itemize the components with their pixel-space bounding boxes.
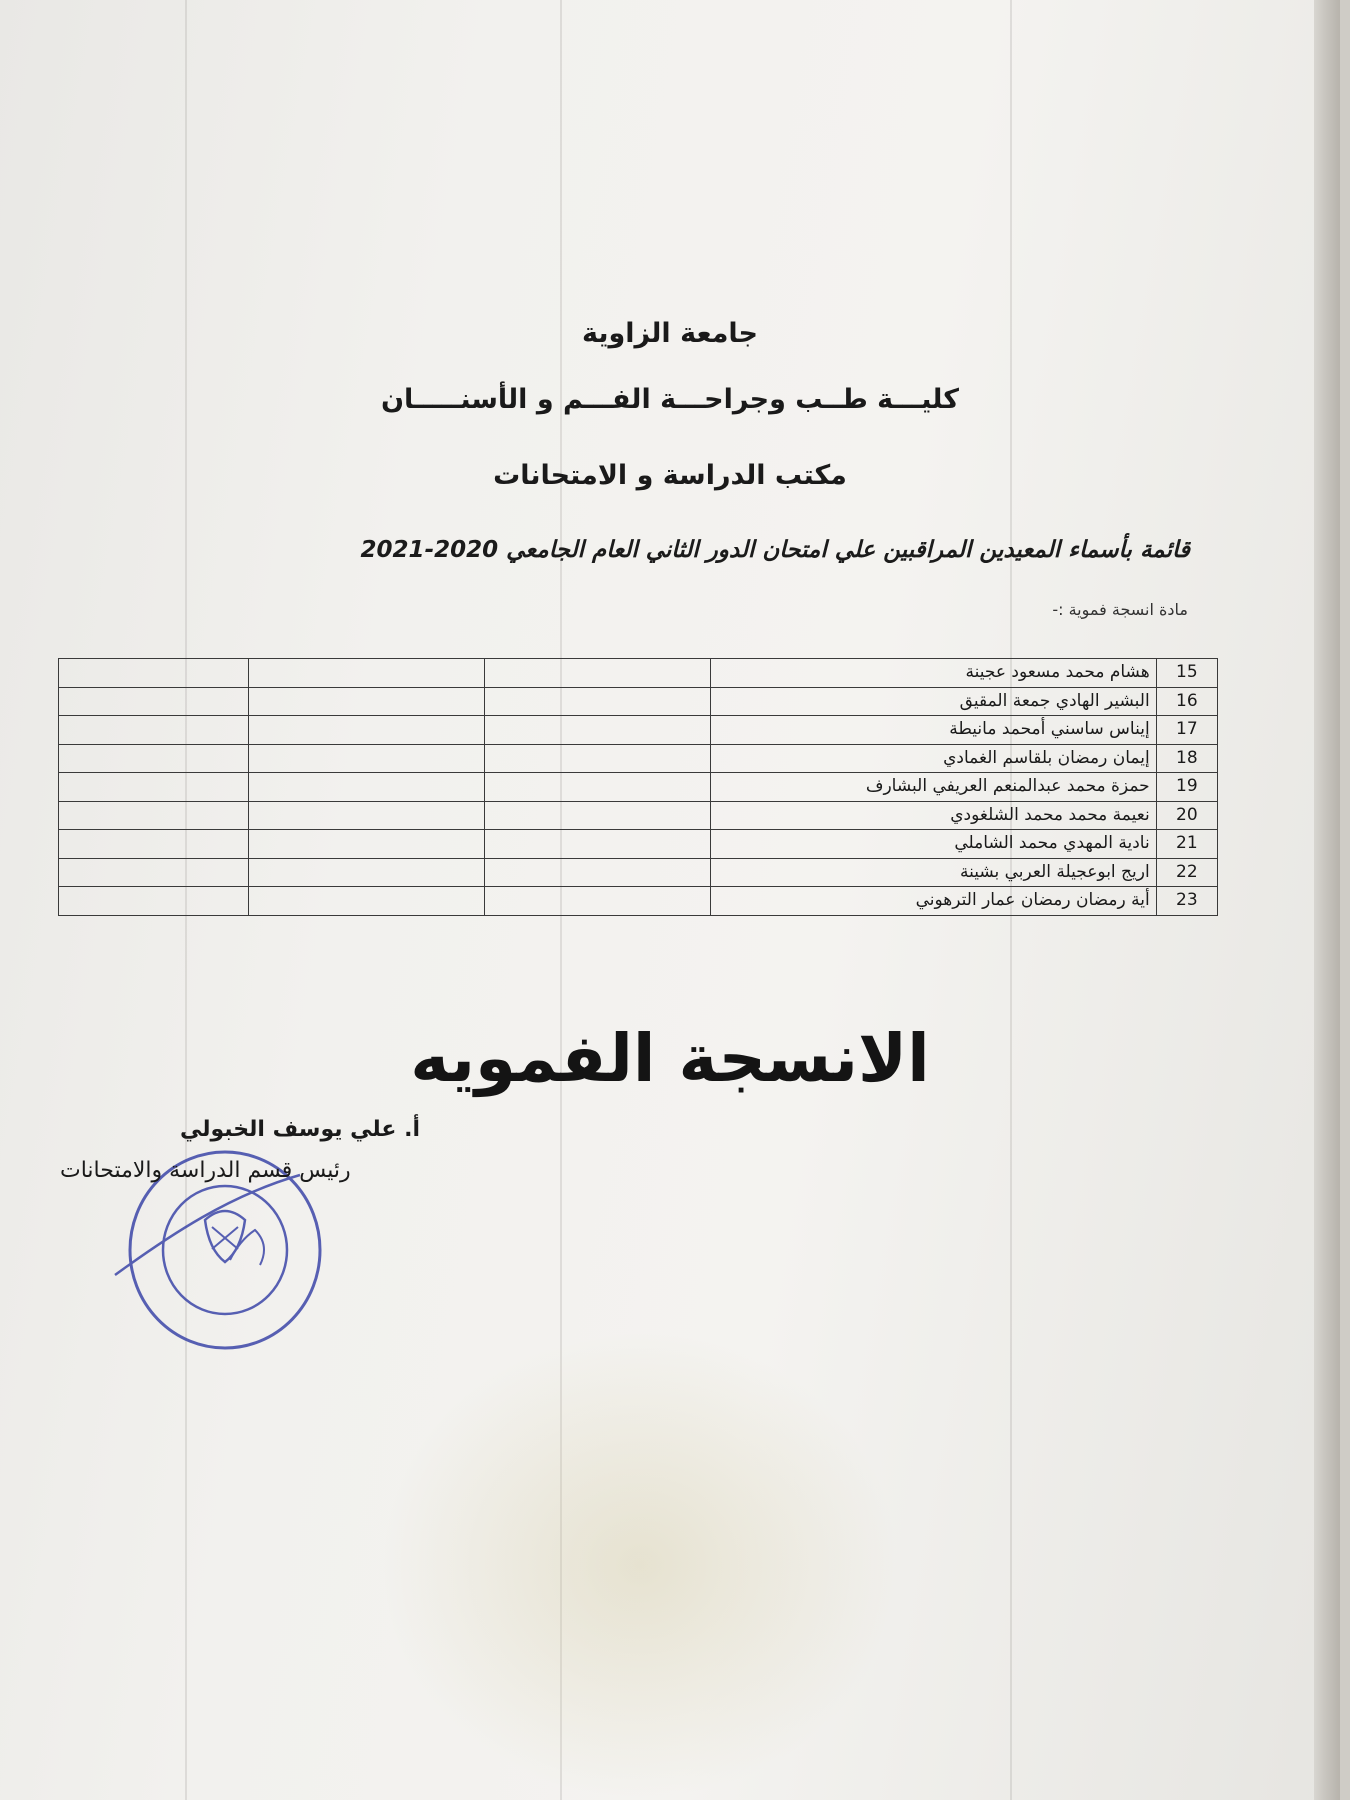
row-empty-cell <box>485 687 711 716</box>
row-name: أية رمضان رمضان عمار الترهوني <box>711 887 1156 916</box>
row-empty-cell <box>59 830 249 859</box>
row-empty-cell <box>249 659 485 688</box>
table-row <box>59 773 1218 802</box>
table-row <box>59 716 1218 745</box>
row-number: 19 <box>1156 773 1217 802</box>
row-empty-cell <box>59 887 249 916</box>
row-empty-cell <box>59 858 249 887</box>
big-subject-title: الانسجة الفمويه <box>410 1020 930 1097</box>
row-number: 17 <box>1156 716 1217 745</box>
signatory-name: أ. علي يوسف الخبولي <box>180 1117 420 1142</box>
row-name: اريج ابوعجيلة العربي بشينة <box>711 858 1156 887</box>
row-number: 15 <box>1156 659 1217 688</box>
university-name: جامعة الزاوية <box>581 318 759 349</box>
row-name: البشير الهادي جمعة المقيق <box>711 687 1156 716</box>
table-row <box>59 858 1218 887</box>
row-empty-cell <box>249 830 485 859</box>
row-name: نادية المهدي محمد الشاملي <box>711 830 1156 859</box>
row-empty-cell <box>59 716 249 745</box>
row-number: 18 <box>1156 744 1217 773</box>
subject-label: مادة انسجة فموية :- <box>1052 600 1188 619</box>
row-empty-cell <box>485 887 711 916</box>
table-row <box>59 659 1218 688</box>
paper-stack-edge <box>1314 0 1340 1800</box>
row-name: نعيمة محمد محمد الشلغودي <box>711 801 1156 830</box>
row-number: 23 <box>1156 887 1217 916</box>
row-name: إيناس ساسني أمحمد مانيطة <box>711 716 1156 745</box>
row-empty-cell <box>485 773 711 802</box>
row-empty-cell <box>59 687 249 716</box>
row-empty-cell <box>485 744 711 773</box>
row-empty-cell <box>485 858 711 887</box>
invigilators-table <box>58 658 1218 916</box>
row-empty-cell <box>485 716 711 745</box>
row-empty-cell <box>59 744 249 773</box>
invigilators-table-body <box>59 659 1218 916</box>
row-name: حمزة محمد عبدالمنعم العريفي البشارف <box>711 773 1156 802</box>
list-title: قائمة بأسماء المعيدين المراقبين علي امتحان الدور الثاني العام الجامعي 2020-2021 <box>360 537 1190 563</box>
row-empty-cell <box>59 773 249 802</box>
row-empty-cell <box>249 716 485 745</box>
table-row <box>59 830 1218 859</box>
office-name: مكتب الدراسة و الامتحانات <box>493 460 847 491</box>
row-empty-cell <box>249 773 485 802</box>
row-empty-cell <box>249 801 485 830</box>
row-name: هشام محمد مسعود عجينة <box>711 659 1156 688</box>
row-name: إيمان رمضان بلقاسم الغمادي <box>711 744 1156 773</box>
row-number: 16 <box>1156 687 1217 716</box>
row-empty-cell <box>249 744 485 773</box>
table-row <box>59 801 1218 830</box>
table-row <box>59 887 1218 916</box>
table-row <box>59 744 1218 773</box>
row-empty-cell <box>59 659 249 688</box>
row-empty-cell <box>249 687 485 716</box>
signatory-role: رئيس قسم الدراسة والامتحانات <box>60 1158 351 1183</box>
faculty-name: كليـــة طــب وجراحـــة الفـــم و الأسنـــــان <box>381 384 959 415</box>
official-stamp <box>110 1115 330 1355</box>
row-number: 21 <box>1156 830 1217 859</box>
row-empty-cell <box>59 801 249 830</box>
row-empty-cell <box>485 830 711 859</box>
paper-shadow <box>380 1330 900 1800</box>
row-empty-cell <box>249 858 485 887</box>
row-number: 20 <box>1156 801 1217 830</box>
row-number: 22 <box>1156 858 1217 887</box>
row-empty-cell <box>485 659 711 688</box>
row-empty-cell <box>249 887 485 916</box>
table-row <box>59 687 1218 716</box>
row-empty-cell <box>485 801 711 830</box>
